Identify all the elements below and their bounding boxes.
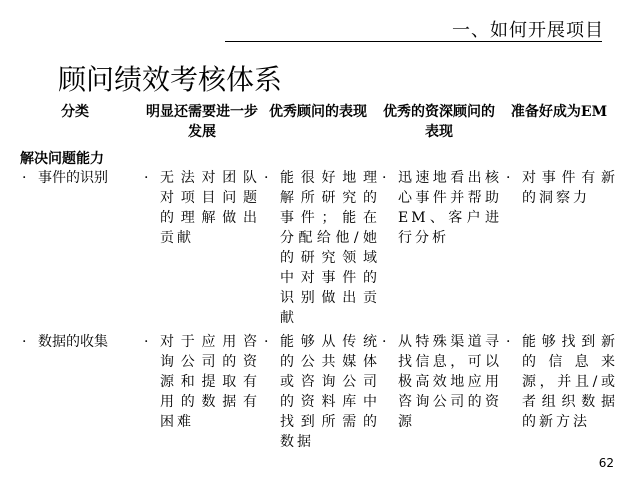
bullet: · [382, 334, 387, 350]
page-title: 顾问绩效考核体系 [58, 63, 283, 96]
table-cell: 对于应用咨询公司的资源和提取有用的数据有困难 [160, 334, 260, 430]
column-header: 分类 [61, 104, 89, 120]
table-cell: 能很好地理解所研究的事件；能在分配给他/她的研究领域中对事件的识别做出贡献 [280, 170, 380, 326]
bullet: · [22, 334, 27, 350]
table-cell: 迅速地看出核心事件并帮助EM、客户进行分析 [398, 170, 502, 246]
column-header: 准备好成为EM [510, 104, 608, 120]
bullet: · [506, 334, 511, 350]
bullet: · [382, 170, 387, 186]
table-cell: 对事件有新的洞察力 [522, 170, 618, 206]
page-number: 62 [598, 456, 614, 470]
table-cell: 无法对团队对项目问题的理解做出贡献 [160, 170, 260, 246]
table-header-row [20, 102, 620, 148]
title-divider [225, 41, 602, 42]
bullet: · [22, 170, 27, 186]
category-label: 解决问题能力 [20, 151, 104, 167]
table-row [20, 168, 620, 328]
bullet: · [144, 170, 149, 186]
bullet: · [264, 170, 269, 186]
row-label: 数据的收集 [38, 334, 108, 350]
bullet: · [144, 334, 149, 350]
bullet: · [264, 334, 269, 350]
section-title: 一、如何开展项目 [452, 20, 604, 41]
column-header: 优秀顾问的表现 [269, 104, 367, 120]
table-cell: 能够找到新的信息来源，并且/或者组织数据的新方法 [522, 334, 618, 430]
bullet: · [506, 170, 511, 186]
evaluation-table [20, 102, 620, 450]
column-header: 优秀的资深顾问的表现 [383, 104, 495, 140]
column-header: 明显还需要进一步发展 [146, 104, 258, 140]
row-label: 事件的识别 [38, 170, 108, 186]
table-row [20, 332, 620, 462]
table-cell: 从特殊渠道寻找信息，可以极高效地应用咨询公司的资源 [398, 334, 502, 430]
table-cell: 能够从传统的公共媒体或咨询公司的资料库中找到所需的数据 [280, 334, 380, 450]
